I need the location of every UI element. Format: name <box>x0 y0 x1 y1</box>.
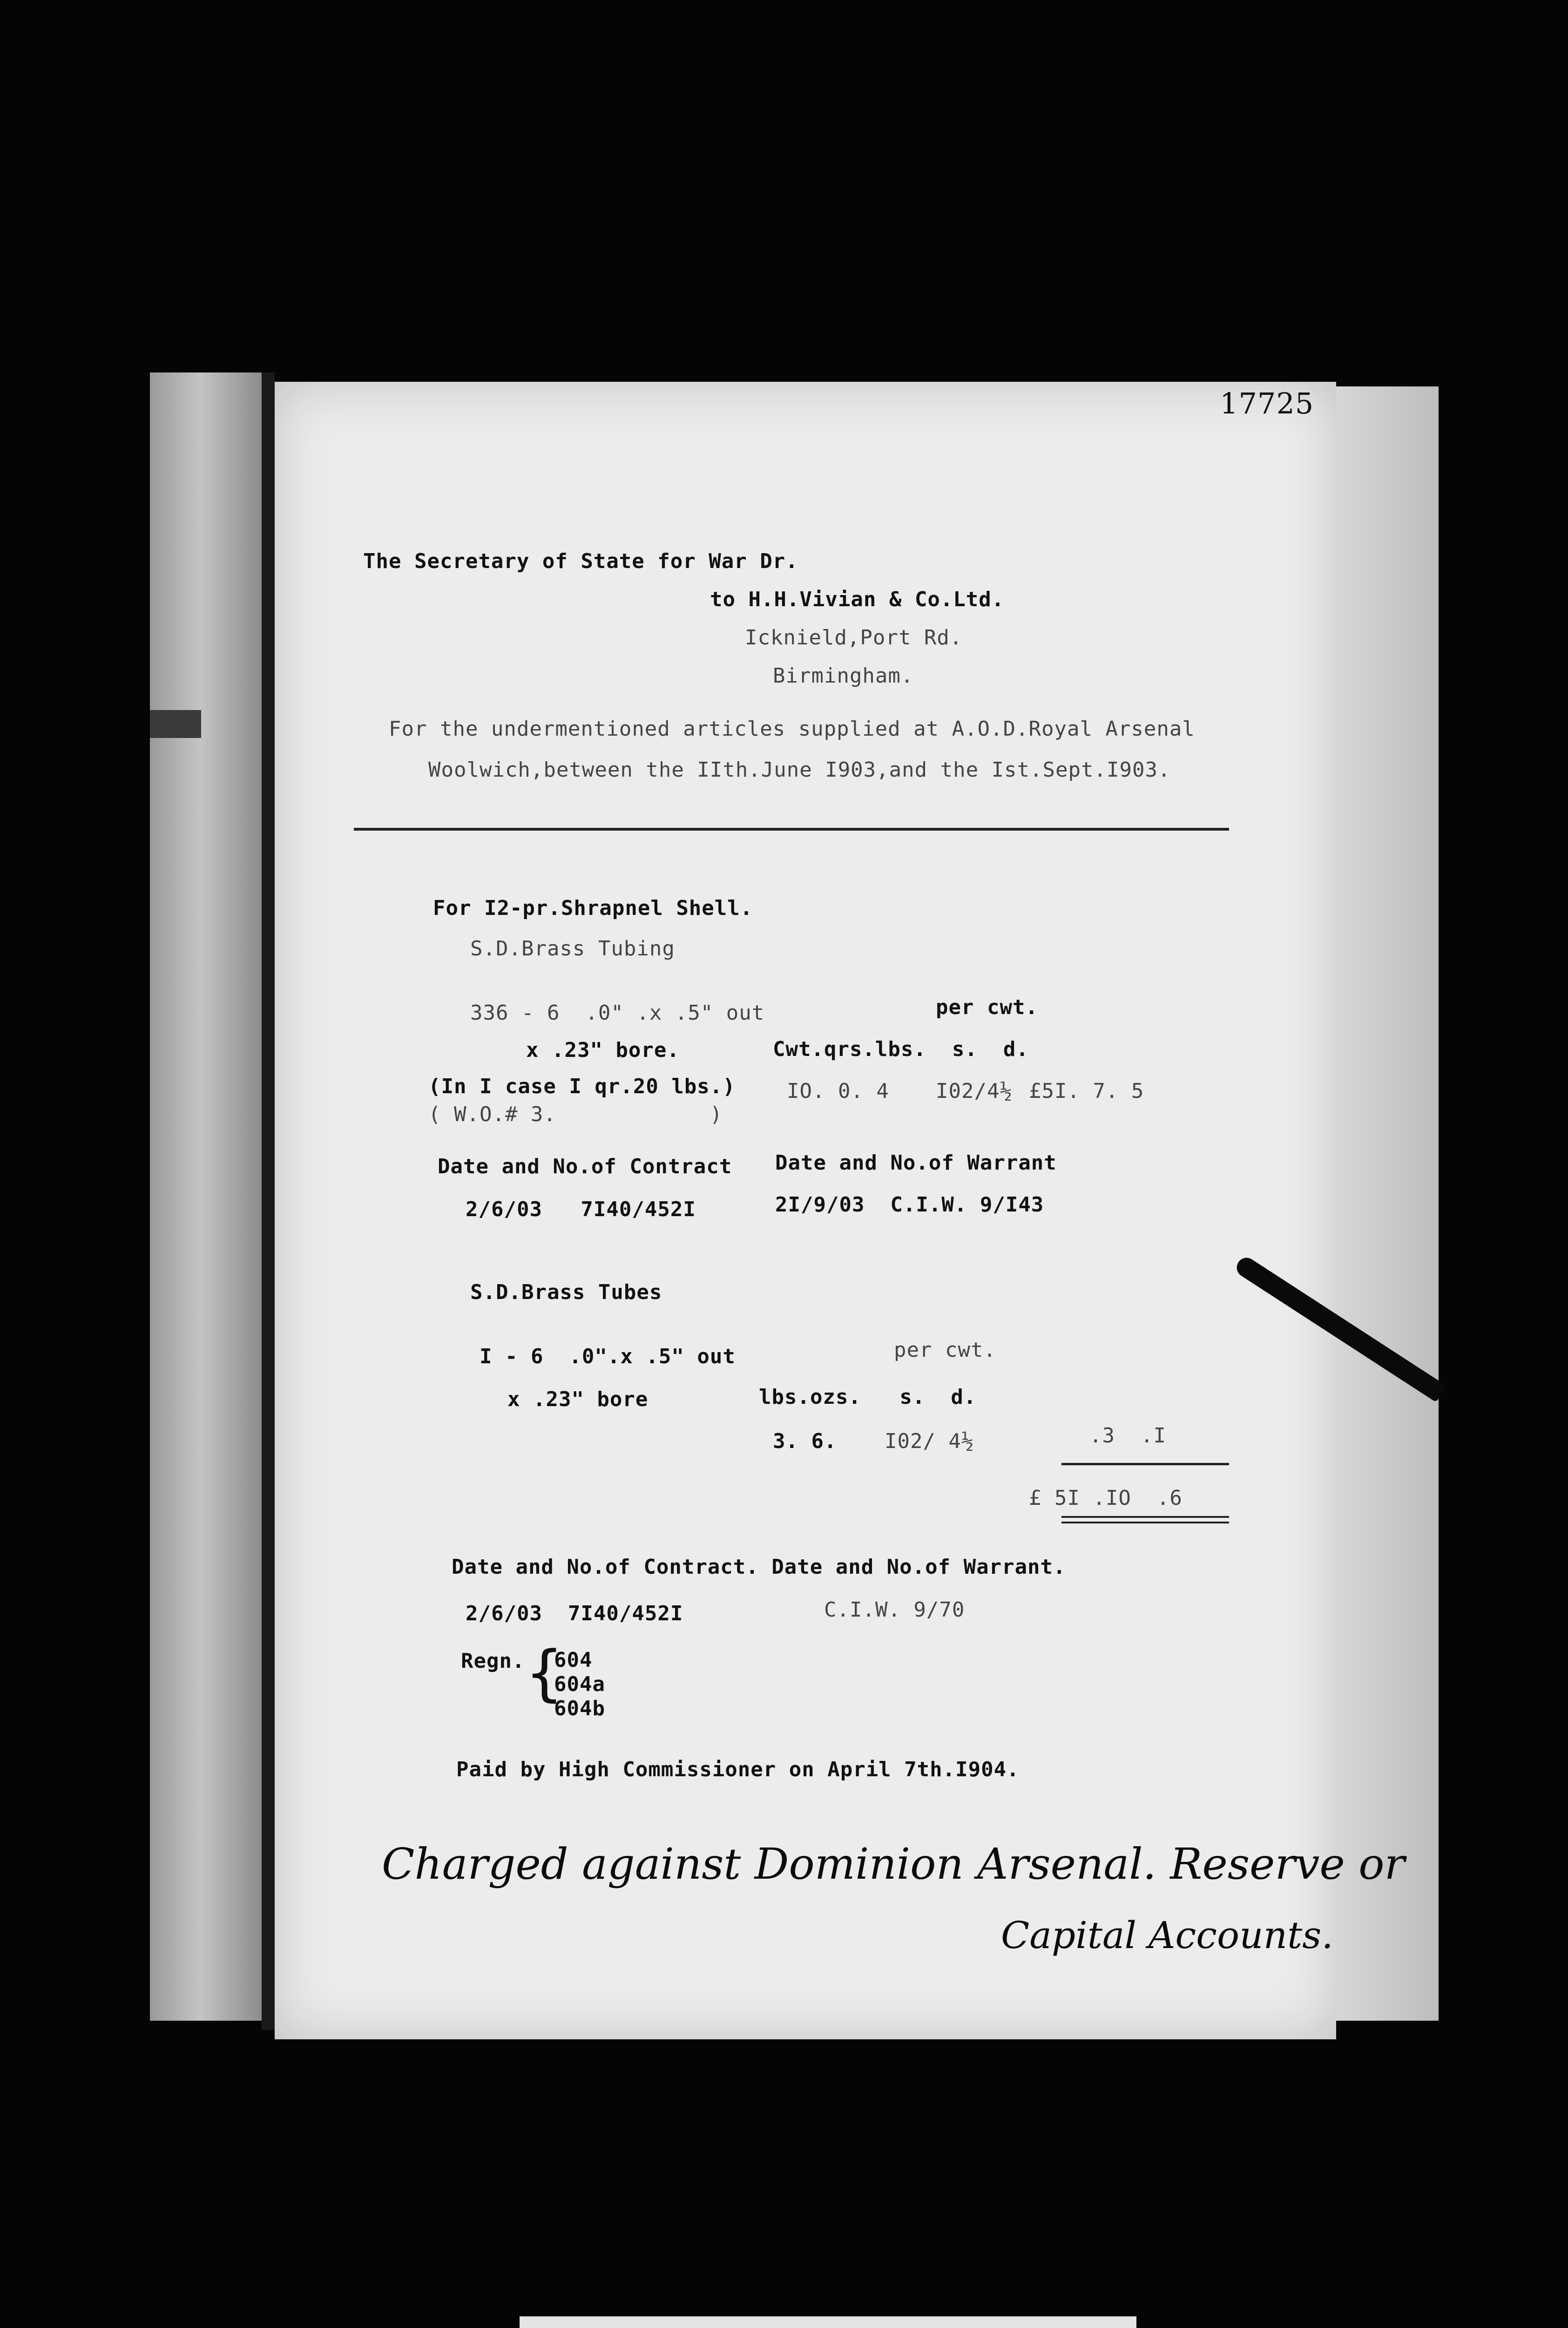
section1-contract-head: Date and No.of Contract <box>438 1155 732 1178</box>
section2-amount: .3 .I <box>1089 1424 1166 1448</box>
letter-page <box>275 382 1405 2039</box>
section2-spec-1: I - 6 .0".x .5" out <box>480 1345 736 1368</box>
section3-warrant: C.I.W. 9/70 <box>824 1598 965 1622</box>
header-line-5: For the undermentioned articles supplied at A.O.D.Royal Arsenal <box>389 717 1195 741</box>
section1-heading: For I2-pr.Shrapnel Shell. <box>433 896 753 920</box>
section1-warrant-head: Date and No.of Warrant <box>775 1151 1057 1175</box>
header-line-2: to H.H.Vivian & Co.Ltd. <box>710 588 1005 611</box>
section1-subheading: S.D.Brass Tubing <box>470 937 675 961</box>
sum-rule-bottom-1 <box>1061 1516 1229 1518</box>
handwritten-note-line-1: Charged against Dominion Arsenal. Reserve or <box>382 1839 1405 1889</box>
header-line-4: Birmingham. <box>773 664 914 688</box>
header-line-6: Woolwich,between the IIth.June I903,and the Ist.Sept.I903. <box>428 758 1171 782</box>
paid-line: Paid by High Commissioner on April 7th.I904. <box>456 1758 1020 1781</box>
section3-head: Date and No.of Contract. Date and No.of Warrant. <box>452 1555 1066 1579</box>
handwritten-note-line-2: Capital Accounts. <box>1001 1914 1333 1957</box>
section2-spec-2: x .23" bore <box>507 1387 649 1411</box>
section1-contract: 2/6/03 7I40/452I <box>466 1198 696 1221</box>
sum-rule-top <box>1061 1463 1229 1465</box>
section2-qty: 3. 6. <box>773 1429 837 1453</box>
sum-rule-bottom-2 <box>1061 1522 1229 1523</box>
section1-columns: Cwt.qrs.lbs. s. d. <box>773 1037 1029 1061</box>
section1-per-cwt: per cwt. <box>936 995 1038 1019</box>
archive-card <box>520 2316 1136 2328</box>
section2-per-cwt: per cwt. <box>894 1338 996 1362</box>
edge-tab <box>150 710 201 738</box>
section1-spec-2: x .23" bore. <box>526 1038 680 1062</box>
regn-brace: { <box>526 1638 563 1708</box>
section2-rate: I02/ 4½ <box>885 1429 974 1453</box>
section2-columns: lbs.ozs. s. d. <box>759 1385 977 1409</box>
left-film-strip <box>150 372 262 2021</box>
header-line-3: Icknield,Port Rd. <box>745 626 963 650</box>
section1-wo: ( W.O.# 3. ) <box>428 1103 723 1126</box>
section2-total: £ 5I .IO .6 <box>1029 1486 1183 1510</box>
regn-item-2: 604a <box>554 1672 605 1696</box>
right-film-strip <box>1331 386 1439 2021</box>
section2-subheading: S.D.Brass Tubes <box>470 1280 662 1304</box>
page-gutter <box>262 372 275 2030</box>
section1-qty: IO. 0. 4 <box>787 1079 889 1103</box>
section1-case: (In I case I qr.20 lbs.) <box>428 1075 736 1098</box>
section1-amount: £5I. 7. 5 <box>1029 1079 1144 1103</box>
section1-spec-1: 336 - 6 .0" .x .5" out <box>470 1001 765 1025</box>
header-rule <box>354 828 1229 831</box>
regn-item-1: 604 <box>554 1648 593 1672</box>
section3-contract: 2/6/03 7I40/452I <box>466 1602 683 1625</box>
regn-label: Regn. <box>461 1649 525 1673</box>
header-line-1: The Secretary of State for War Dr. <box>363 549 798 573</box>
page-number: 17725 <box>1220 386 1314 420</box>
section1-rate: I02/4½ <box>936 1079 1013 1103</box>
section1-warrant: 2I/9/03 C.I.W. 9/I43 <box>775 1193 1044 1217</box>
regn-item-3: 604b <box>554 1697 605 1720</box>
